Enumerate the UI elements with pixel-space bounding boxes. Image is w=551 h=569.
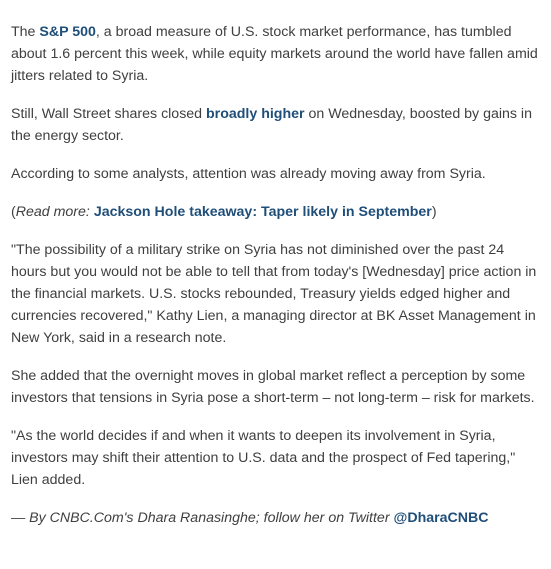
paragraph-text: Still, Wall Street shares closed	[11, 106, 207, 122]
paragraph-read-more	[11, 201, 542, 223]
sp500-link[interactable]: S&P 500	[39, 24, 96, 40]
paragraph-text: , a broad measure of U.S. stock market performance, has tumbled about 1.6 percent this week, while equity markets around the world have fallen amid jitters related to Syria.	[11, 24, 538, 84]
paragraph-text: The	[11, 24, 40, 40]
paragraph-quote-lien: "The possibility of a military strike on Syria has not diminished over the past 24 hours but you would not be able to tell that from today's [Wednesday] price action in the financial markets. U.S. stocks rebounded, Treasury yields edged higher and currencies recovered," Kathy Lien, a managing director at BK Asset Management in New York, said in a research note.	[11, 242, 537, 346]
paragraph-quote-tapering: "As the world decides if and when it wants to deepen its involvement in Syria, investors may shift their attention to U.S. data and the prospect of Fed tapering," Lien added.	[11, 428, 516, 488]
paragraph-analysts: According to some analysts, attention was already moving away from Syria.	[11, 166, 486, 182]
broadly-higher-link[interactable]: broadly higher	[206, 106, 305, 122]
byline	[11, 507, 542, 529]
read-more-label: Read more:	[15, 204, 90, 220]
jackson-hole-link[interactable]: Jackson Hole takeaway: Taper likely in September	[93, 204, 432, 220]
paren-open: (	[11, 204, 16, 220]
paragraph-wall-street	[11, 103, 542, 147]
paragraph-sp500	[11, 21, 542, 87]
paren-close: )	[431, 204, 437, 220]
paragraph-text: on Wednesday, boosted by gains in the energy sector.	[11, 106, 532, 144]
paragraph-perception: She added that the overnight moves in global market reflect a perception by some investors that tensions in Syria pose a short-term – not long-term – risk for markets.	[11, 368, 535, 406]
byline-text: — By CNBC.Com's Dhara Ranasinghe; follow her on Twitter	[11, 510, 394, 526]
twitter-handle-link[interactable]: @DharaCNBC	[393, 510, 489, 526]
